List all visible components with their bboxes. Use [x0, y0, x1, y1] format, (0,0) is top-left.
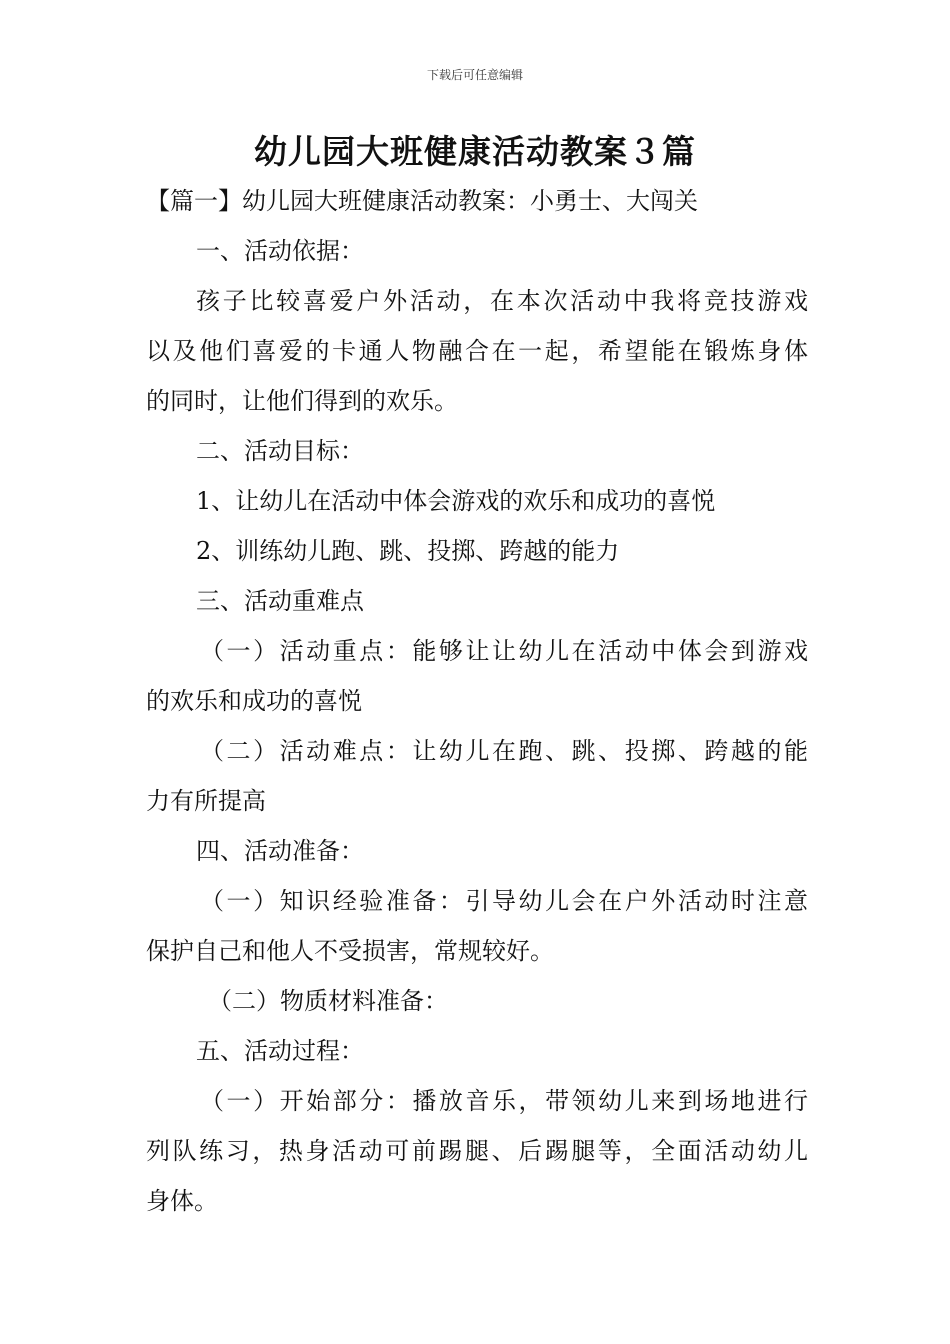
paragraph-line: （一）活动重点：能够让让幼儿在活动中体会到游戏	[200, 637, 808, 665]
section-heading: 一、活动依据：	[196, 237, 364, 265]
section-heading: 四、活动准备：	[196, 837, 364, 865]
document-title: 幼儿园大班健康活动教案３篇	[254, 132, 696, 171]
paragraph-line: 力有所提高	[146, 787, 266, 815]
section-heading: 五、活动过程：	[196, 1037, 364, 1065]
section-heading-part-one: 【篇一】幼儿园大班健康活动教案：小勇士、大闯关	[146, 187, 698, 215]
paragraph-line: （二）活动难点：让幼儿在跑、跳、投掷、跨越的能	[200, 737, 808, 765]
section-heading: 三、活动重难点	[196, 587, 364, 615]
document-body	[146, 176, 808, 1226]
paragraph-line: 的同时，让他们得到的欢乐。	[146, 387, 458, 415]
list-item: 1、让幼儿在活动中体会游戏的欢乐和成功的喜悦	[196, 487, 716, 515]
paragraph-line: （二）物质材料准备：	[208, 987, 448, 1015]
list-item: 2、训练幼儿跑、跳、投掷、跨越的能力	[196, 537, 620, 565]
paragraph-line: 以及他们喜爱的卡通人物融合在一起，希望能在锻炼身体	[146, 337, 808, 365]
paragraph-line: 孩子比较喜爱户外活动，在本次活动中我将竞技游戏	[196, 287, 808, 315]
paragraph-line: 的欢乐和成功的喜悦	[146, 687, 362, 715]
page-header-note: 下载后可任意编辑	[426, 68, 523, 82]
section-heading: 二、活动目标：	[196, 437, 364, 465]
paragraph-line: （一）开始部分：播放音乐，带领幼儿来到场地进行	[200, 1087, 808, 1115]
paragraph-line: 保护自己和他人不受损害，常规较好。	[146, 937, 554, 965]
paragraph-line: （一）知识经验准备：引导幼儿会在户外活动时注意	[200, 887, 808, 915]
paragraph-line: 列队练习，热身活动可前踢腿、后踢腿等，全面活动幼儿	[146, 1137, 808, 1165]
paragraph-line: 身体。	[146, 1187, 218, 1215]
